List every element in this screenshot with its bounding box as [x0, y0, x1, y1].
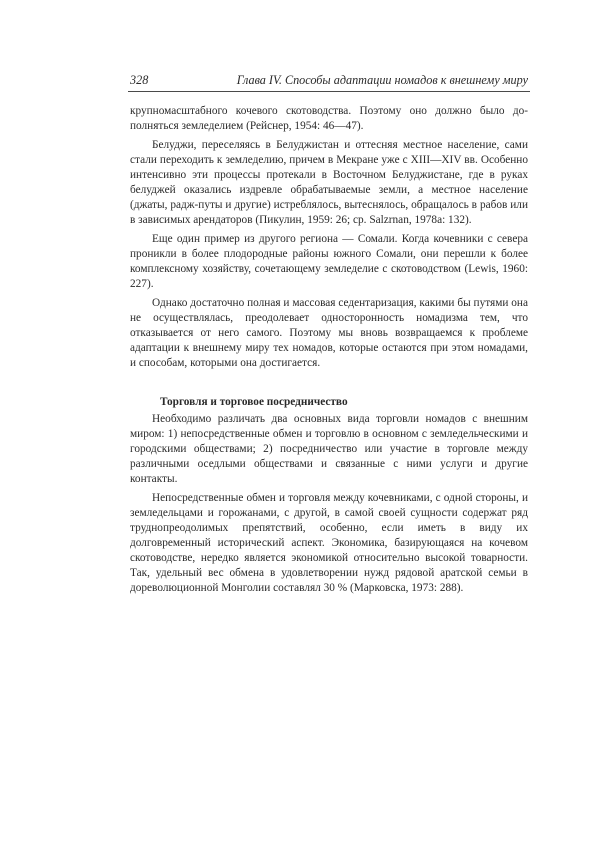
paragraph: Непосредственные обмен и торговля между кочевниками, с одной стороны, и земледельцами и горожанами, с другой, в самой своей сущности содержат ряд труднопреодолимых препятствий, особенно, если иметь в виду их долговременный исторический аспект. Экономика, базирующаяся на кочевом скотоводстве, нередко является экономикой относительно высокой товарности. Так, удельный вес обмена в удовлетворении нужд рядовой аратской семьи в дореволюционной Монголии составлял 30 % (Марковска, 1973: 288).: [130, 492, 528, 594]
paragraph: Еще один пример из другого региона — Сомали. Когда кочевники с севера проникли в более плодородные районы южного Сомали, они перешли к более комплексному хозяйству, сочетающему земледелие с скотоводством (Lewis, 1960: 227).: [130, 233, 528, 290]
paragraph: Белуджи, переселяясь в Белуджистан и оттесняя местное население, сами стали переходить к земледелию, причем в Мекране уже с XIII—XIV вв. Особенно интенсивно эти процессы протекали в Восточном Белуджистане, где в руках белуджей оказались издревле обрабатываемые земли, а местное население (джаты, радж-путы и другие) истреблялось, вытеснялось, обращалось в рабов или в зависимых арендаторов (Пикулин, 1959: 26; ср. Salzrnan, 1978а: 132).: [130, 139, 528, 226]
running-head: [130, 73, 528, 87]
paragraph: Необходимо различать два основных вида торговли номадов с внешним миром: 1) непосредственные обмен и торговлю в основном с земледельческими и городскими обществами; 2) посредничество или участие в торговле между различными оседлыми обществами и связанные с ними услуги и другие контакты.: [130, 413, 528, 485]
body-text: [130, 104, 528, 600]
paragraph: крупномасштабного кочевого скотоводства. Поэтому оно должно было дополняться земледелием (Рейснер, 1954: 46—47).: [130, 105, 528, 132]
section-heading: Торговля и торговое посредничество: [160, 396, 348, 408]
chapter-title: Глава IV. Способы адаптации номадов к внешнему миру: [236, 73, 528, 87]
paragraph: Однако достаточно полная и массовая седентаризация, какими бы путями она не осуществлялась, преодолевает односторонность номадизма тем, что отказывается от него самого. Поэтому мы вновь возвращаемся к проблеме адаптации к внешнему миру тех номадов, которые остаются при этом номадами, и способам, которыми она достигается.: [130, 297, 528, 369]
page-number: 328: [130, 73, 149, 87]
header-rule: [128, 91, 530, 92]
